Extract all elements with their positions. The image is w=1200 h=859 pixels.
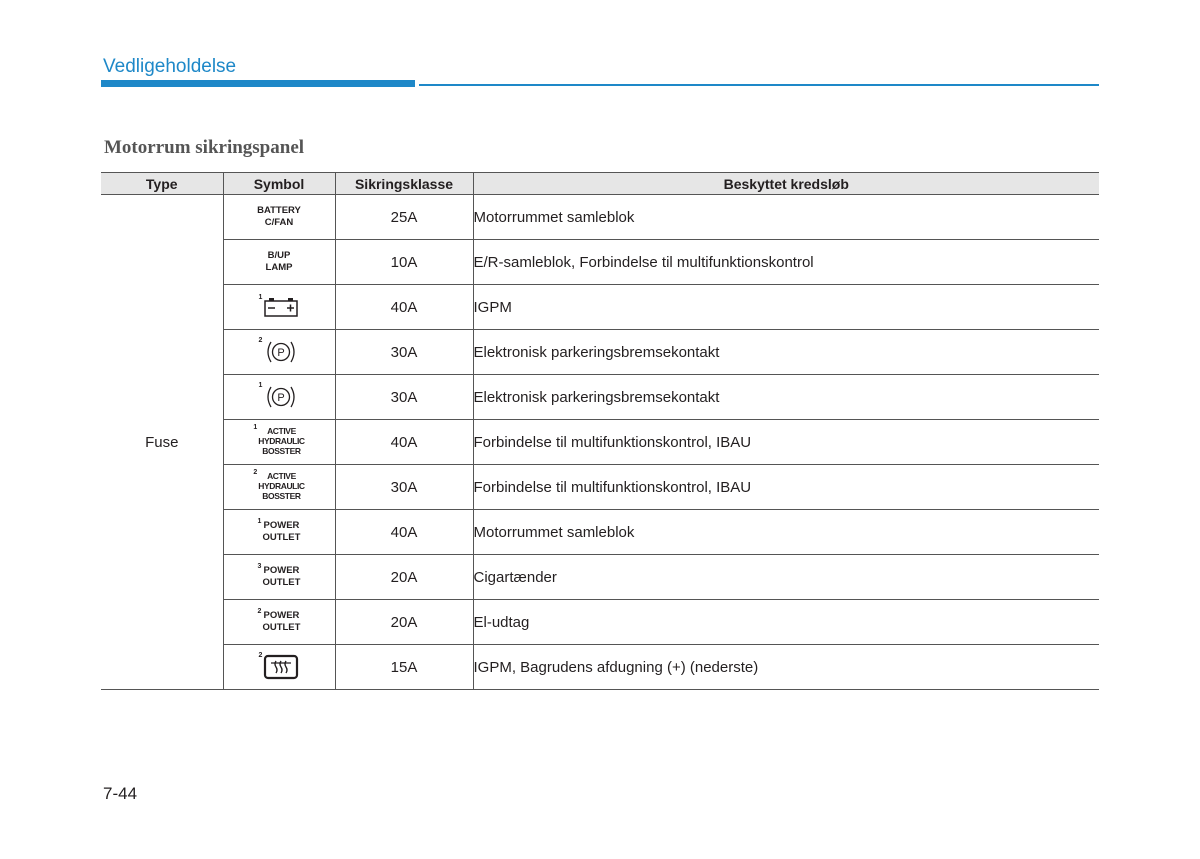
symbol-superscript: 3 (257, 563, 262, 570)
symbol-label: POWER OUTLET (262, 610, 301, 633)
symbol-superscript: 2 (258, 337, 263, 344)
table-row (101, 195, 1099, 240)
circuit-cell: Forbindelse til multifunktionskontrol, IBAU (473, 420, 1099, 465)
column-header-symbol: Symbol (223, 173, 335, 195)
circuit-cell: El-udtag (473, 600, 1099, 645)
table-row (101, 465, 1099, 510)
symbol-label: ACTIVE HYDRAULIC BOSSTER (258, 426, 305, 456)
table-row (101, 510, 1099, 555)
symbol-label: B/UP LAMP (265, 250, 293, 273)
circuit-cell: Forbindelse til multifunktionskontrol, IBAU (473, 465, 1099, 510)
symbol-superscript: 1 (258, 294, 263, 301)
symbol-superscript: 2 (258, 652, 263, 659)
symbol-superscript: 2 (257, 608, 262, 615)
symbol-cell (223, 555, 335, 600)
rating-cell: 40A (335, 285, 473, 330)
circuit-cell: Motorrummet samleblok (473, 195, 1099, 240)
rating-cell: 40A (335, 510, 473, 555)
table-row (101, 240, 1099, 285)
symbol-cell (223, 420, 335, 465)
symbol-cell (223, 645, 335, 690)
parking-brake-icon (263, 339, 299, 365)
table-row (101, 330, 1099, 375)
rating-cell: 40A (335, 420, 473, 465)
table-header-row (101, 173, 1099, 195)
parking-brake-letter: P (277, 347, 286, 359)
column-header-rating: Sikringsklasse (335, 173, 473, 195)
symbol-superscript: 1 (258, 382, 263, 389)
symbol-label: POWER OUTLET (262, 565, 301, 588)
rating-cell: 25A (335, 195, 473, 240)
symbol-cell (223, 375, 335, 420)
symbol-superscript: 1 (257, 518, 262, 525)
header-rule-thick (101, 80, 415, 87)
header-rule-thin (419, 84, 1099, 86)
rating-cell: 20A (335, 555, 473, 600)
circuit-cell: Cigartænder (473, 555, 1099, 600)
rating-cell: 10A (335, 240, 473, 285)
symbol-cell (223, 285, 335, 330)
symbol-cell (223, 240, 335, 285)
page-number: 7-44 (103, 784, 138, 803)
rating-cell: 20A (335, 600, 473, 645)
parking-brake-letter: P (277, 392, 286, 404)
symbol-superscript: 2 (253, 469, 258, 476)
type-cell: Fuse (101, 195, 223, 690)
symbol-cell (223, 195, 335, 240)
column-header-type: Type (101, 173, 223, 195)
fuse-table-body (101, 195, 1099, 690)
parking-brake-icon (263, 384, 299, 410)
symbol-superscript: 1 (253, 424, 258, 431)
rating-cell: 15A (335, 645, 473, 690)
table-row (101, 645, 1099, 690)
symbol-cell (223, 465, 335, 510)
symbol-label: BATTERY C/FAN (257, 205, 301, 228)
table-row (101, 555, 1099, 600)
symbol-cell (223, 330, 335, 375)
circuit-cell: Elektronisk parkeringsbremsekontakt (473, 375, 1099, 420)
battery-icon (263, 296, 299, 318)
symbol-cell (223, 600, 335, 645)
table-row (101, 600, 1099, 645)
rear-defrost-icon (263, 654, 299, 680)
circuit-cell: Motorrummet samleblok (473, 510, 1099, 555)
column-header-circuit: Beskyttet kredsløb (473, 173, 1099, 195)
fuse-table (101, 172, 1099, 690)
circuit-cell: IGPM, Bagrudens afdugning (+) (nederste) (473, 645, 1099, 690)
circuit-cell: IGPM (473, 285, 1099, 330)
rating-cell: 30A (335, 375, 473, 420)
rating-cell: 30A (335, 465, 473, 510)
rating-cell: 30A (335, 330, 473, 375)
symbol-label: POWER OUTLET (262, 520, 301, 543)
circuit-cell: E/R-samleblok, Forbindelse til multifunktionskontrol (473, 240, 1099, 285)
section-title: Vedligeholdelse (103, 56, 237, 77)
page-heading: Motorrum sikringspanel (104, 137, 305, 158)
table-row (101, 285, 1099, 330)
symbol-label: ACTIVE HYDRAULIC BOSSTER (258, 471, 305, 501)
table-row (101, 375, 1099, 420)
circuit-cell: Elektronisk parkeringsbremsekontakt (473, 330, 1099, 375)
symbol-cell (223, 510, 335, 555)
table-row (101, 420, 1099, 465)
